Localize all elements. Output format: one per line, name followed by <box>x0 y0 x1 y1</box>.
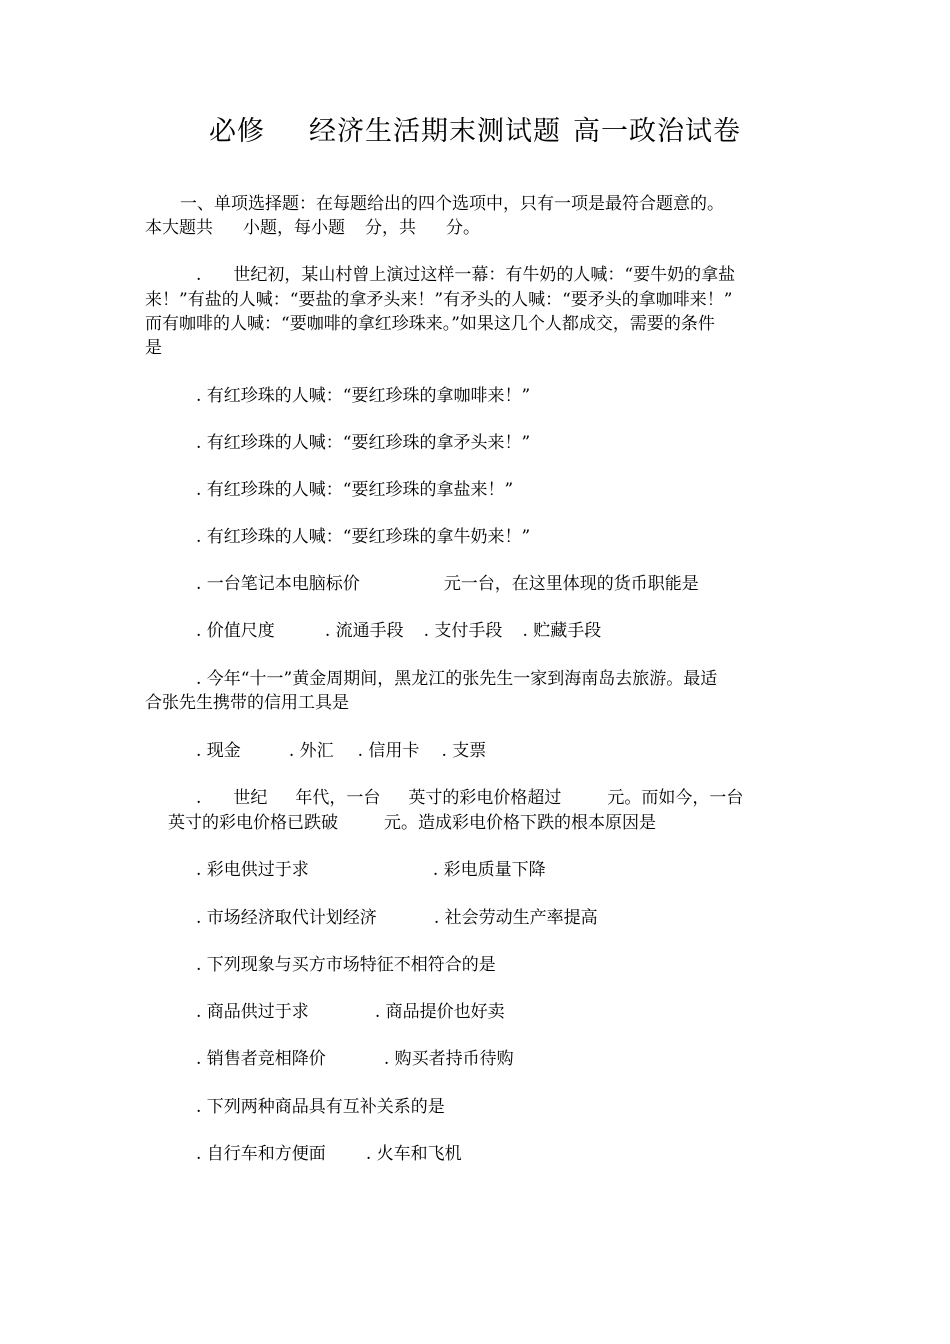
question-1-number: . <box>196 265 202 285</box>
question-4-now-price: 英寸的彩电价格已跌破 <box>168 813 338 833</box>
question-2-option-b: . 流通手段 <box>324 621 404 641</box>
question-5-options-row2 <box>196 1047 514 1071</box>
question-2-stem <box>196 572 699 596</box>
question-4-size: 英寸的彩电价格超过 <box>408 788 562 808</box>
question-5-option-b: . 商品提价也好卖 <box>374 1002 505 1022</box>
question-5-option-c: . 销售者竞相降价 <box>196 1049 326 1069</box>
question-5-option-d: . 购买者持币待购 <box>383 1049 514 1069</box>
question-3-option-b: . 外汇 <box>288 741 334 761</box>
question-5-options-row1 <box>196 1000 505 1024</box>
page-title <box>0 112 950 152</box>
question-6-options <box>196 1142 462 1166</box>
question-4-option-a: . 彩电供过于求 <box>196 860 309 880</box>
question-4-price: 元。而如今，一台 <box>607 788 744 808</box>
question-4-decade: 年代，一台 <box>295 788 381 808</box>
question-1-option-c: . 有红珍珠的人喊：“要红珍珠的拿盐来！” <box>196 480 514 500</box>
question-4-century: 世纪 <box>233 788 268 808</box>
question-2-option-c: . 支付手段 <box>423 621 503 641</box>
question-2-stem-end: 元一台，在这里体现的货币职能是 <box>443 574 699 594</box>
title-part-1: 必修 <box>209 116 265 147</box>
question-4-option-b: . 彩电质量下降 <box>432 860 546 880</box>
question-1-option-d: . 有红珍珠的人喊：“要红珍珠的拿牛奶来！” <box>196 527 531 547</box>
question-1-line1 <box>196 263 735 287</box>
question-6-option-a: . 自行车和方便面 <box>196 1144 326 1164</box>
section-per-question-label: 小题，每小题 <box>243 218 345 238</box>
question-2-options <box>196 619 601 643</box>
question-4-option-c: . 市场经济取代计划经济 <box>196 908 377 928</box>
question-3-options <box>196 739 486 763</box>
question-1-line2: 来！”有盐的人喊：“要盐的拿矛头来！”有矛头的人喊：“要矛头的拿咖啡来！” <box>145 290 733 310</box>
question-2-option-a: . 价值尺度 <box>196 621 275 641</box>
title-part-2: 经济生活期末测试题 <box>309 116 561 147</box>
question-2-stem-start: . 一台笔记本电脑标价 <box>196 574 360 594</box>
section-count-label: 本大题共 <box>145 218 213 238</box>
question-3-option-a: . 现金 <box>196 741 241 761</box>
question-4-option-d: . 社会劳动生产率提高 <box>433 908 598 928</box>
question-1-option-b: . 有红珍珠的人喊：“要红珍珠的拿矛头来！” <box>196 433 531 453</box>
question-3-line2: 合张先生携带的信用工具是 <box>145 693 349 713</box>
question-4-number: . <box>196 788 202 808</box>
question-3-line1: . 今年“十一”黄金周期间，黑龙江的张先生一家到海南岛去旅游。最适 <box>196 669 718 689</box>
question-1-option-a: . 有红珍珠的人喊：“要红珍珠的拿咖啡来！” <box>196 386 531 406</box>
question-6-stem: . 下列两种商品具有互补关系的是 <box>196 1097 445 1117</box>
section-points-label: 分。 <box>446 218 480 238</box>
question-1-line4: 是 <box>145 338 162 358</box>
question-4-line2 <box>168 811 656 835</box>
question-6-option-b: . 火车和飞机 <box>365 1144 462 1164</box>
question-4-line1 <box>196 786 743 810</box>
section-total-label: 分，共 <box>365 218 416 238</box>
question-1-line3: 而有咖啡的人喊：“要咖啡的拿红珍珠来。”如果这几个人都成交，需要的条件 <box>145 314 715 334</box>
question-5-stem: . 下列现象与买方市场特征不相符合的是 <box>196 955 496 975</box>
section-instruction-line1: 一、单项选择题：在每题给出的四个选项中，只有一项是最符合题意的。 <box>180 194 724 214</box>
question-1-stem-start: 世纪初，某山村曾上演过这样一幕：有牛奶的人喊：“要牛奶的拿盐 <box>233 265 736 285</box>
question-3-option-c: . 信用卡 <box>357 741 420 761</box>
question-4-options-row1 <box>196 858 546 882</box>
question-4-stem-end: 元。造成彩电价格下跌的根本原因是 <box>384 813 656 833</box>
question-4-options-row2 <box>196 906 598 930</box>
title-part-3: 高一政治试卷 <box>573 116 741 147</box>
section-instruction-line2 <box>145 216 480 240</box>
question-3-option-d: . 支票 <box>441 741 487 761</box>
question-5-option-a: . 商品供过于求 <box>196 1002 309 1022</box>
question-2-option-d: . 贮藏手段 <box>522 621 602 641</box>
